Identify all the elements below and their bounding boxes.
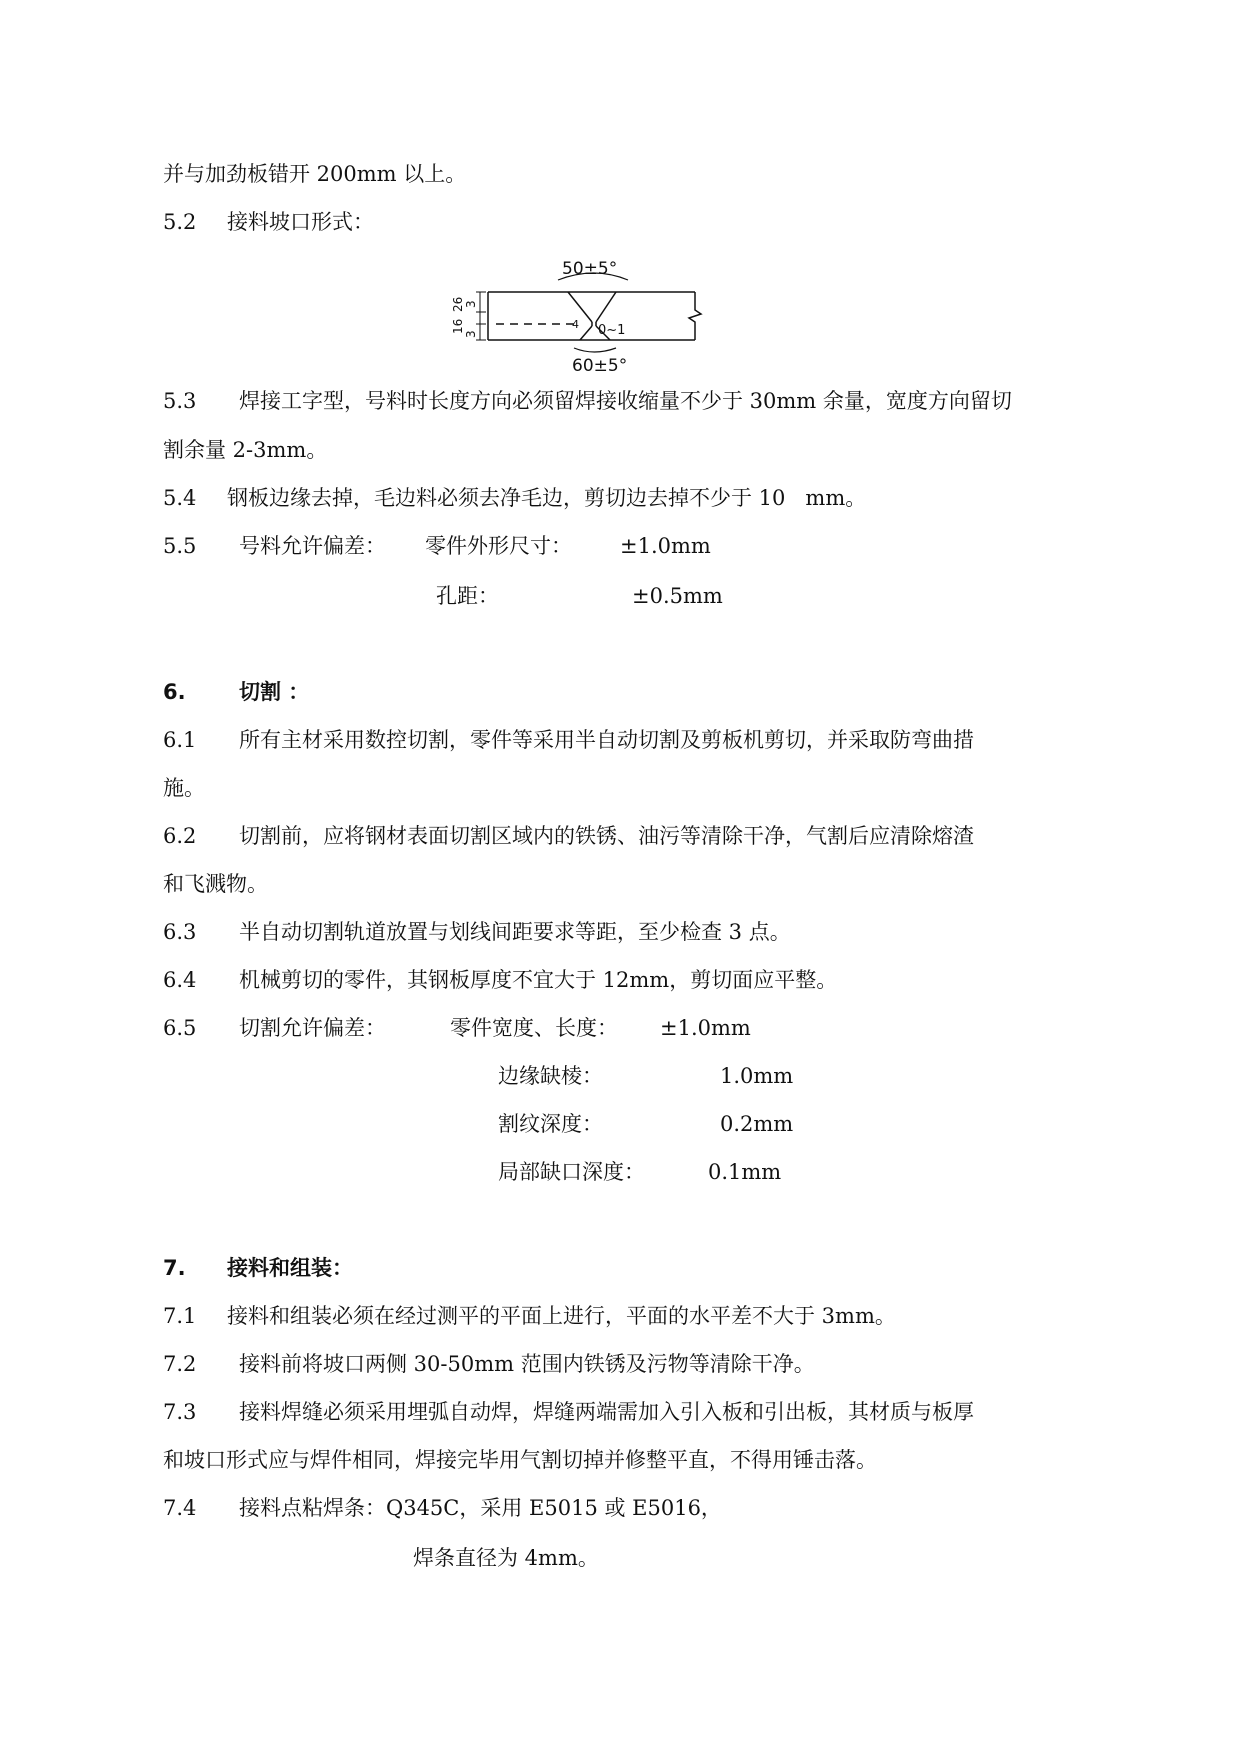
tolerance-name: 割纹深度：: [498, 1112, 603, 1136]
item-7-4: [163, 1494, 722, 1522]
bottom-angle-label: 60±5°: [572, 356, 628, 374]
item-7-2: [163, 1350, 815, 1378]
item-number: 6.4: [163, 968, 197, 992]
item-7-4-cont: 焊条直径为 4mm。: [413, 1546, 599, 1570]
section-number: 7.: [163, 1256, 186, 1280]
item-text: 焊接工字型，号料时长度方向必须留焊接收缩量不少于 30mm 余量，宽度方向留切: [239, 389, 1012, 413]
item-number: 7.1: [163, 1304, 197, 1328]
item-6-4: [163, 966, 837, 994]
dim-side-c: 3: [464, 300, 478, 308]
item-number: 6.3: [163, 920, 197, 944]
item-label: 切割允许偏差：: [239, 1016, 386, 1040]
tolerance-value: ±1.0mm: [660, 1016, 751, 1040]
section-title: 切割 ：: [239, 680, 310, 704]
tolerance-value: 1.0mm: [720, 1064, 794, 1088]
item-7-1: [163, 1302, 896, 1330]
item-7-3-cont: 和坡口形式应与焊件相同，焊接完毕用气割切掉并修整平直，不得用锤击落。: [163, 1448, 877, 1472]
item-number: 5.5: [163, 534, 197, 558]
tolerance-value: 0.1mm: [708, 1160, 782, 1184]
item-number: 7.2: [163, 1352, 197, 1376]
tolerance-name: 局部缺口深度：: [498, 1160, 645, 1184]
item-text: 机械剪切的零件，其钢板厚度不宜大于 12mm，剪切面应平整。: [239, 968, 838, 992]
item-number: 6.1: [163, 728, 197, 752]
dim-side-a: 16: [451, 318, 465, 334]
bevel-diagram: [440, 252, 720, 374]
item-6-3: [163, 918, 791, 946]
item-text: 接料和组装必须在经过测平的平面上进行，平面的水平差不大于 3mm。: [227, 1304, 896, 1328]
item-text: 钢板边缘去掉，毛边料必须去净毛边，剪切边去掉不少于 10 mm。: [227, 486, 867, 510]
item-number: 5.4: [163, 486, 197, 510]
item-5-4: [163, 484, 866, 512]
item-text: 切割前，应将钢材表面切割区域内的铁锈、油污等清除干净，气割后应清除熔渣: [239, 824, 974, 848]
item-number: 5.3: [163, 389, 197, 413]
root-label: 4: [572, 318, 579, 331]
tolerance-value: 0.2mm: [720, 1112, 794, 1136]
item-5-5: [163, 532, 386, 560]
item-text: 接料焊缝必须采用埋弧自动焊，焊缝两端需加入引入板和引出板，其材质与板厚: [239, 1400, 974, 1424]
item-6-2: [163, 822, 974, 850]
paragraph-continuation: 并与加劲板错开 200mm 以上。: [163, 162, 467, 186]
item-number: 5.2: [163, 210, 197, 234]
gap-label: 0~1: [598, 323, 626, 338]
item-number: 6.5: [163, 1016, 197, 1040]
section-title: 接料和组装：: [227, 1256, 353, 1280]
tolerance-name: 边缘缺棱：: [498, 1064, 603, 1088]
item-text: 所有主材采用数控切割，零件等采用半自动切割及剪板机剪切，并采取防弯曲措: [239, 728, 974, 752]
item-number: 6.2: [163, 824, 197, 848]
dim-side-d: 3: [464, 330, 478, 338]
section-number: 6.: [163, 680, 186, 704]
item-6-1-cont: 施。: [163, 776, 205, 800]
item-7-3: [163, 1398, 974, 1426]
item-5-2: [163, 208, 374, 236]
item-6-1: [163, 726, 974, 754]
item-text: 接料点粘焊条：Q345C，采用 E5015 或 E5016，: [239, 1496, 722, 1520]
tolerance-name: 零件外形尺寸：: [425, 534, 572, 558]
item-text: 半自动切割轨道放置与划线间距要求等距，至少检查 3 点。: [239, 920, 791, 944]
item-text: 接料坡口形式：: [227, 210, 374, 234]
item-6-5: [163, 1014, 386, 1042]
tolerance-name: 零件宽度、长度：: [450, 1016, 618, 1040]
section-7-heading: [163, 1254, 353, 1282]
item-5-3: [163, 387, 1012, 415]
section-6-heading: [163, 678, 309, 706]
tolerance-value: ±1.0mm: [620, 534, 711, 558]
item-label: 号料允许偏差：: [239, 534, 386, 558]
item-5-3-cont: 割余量 2-3mm。: [163, 438, 328, 462]
item-number: 7.4: [163, 1496, 197, 1520]
tolerance-value: ±0.5mm: [632, 584, 723, 608]
dim-side-b: 26: [451, 296, 465, 312]
item-6-2-cont: 和飞溅物。: [163, 872, 268, 896]
item-text: 接料前将坡口两侧 30-50mm 范围内铁锈及污物等清除干净。: [239, 1352, 815, 1376]
tolerance-name: 孔距：: [436, 584, 499, 608]
item-number: 7.3: [163, 1400, 197, 1424]
top-angle-label: 50±5°: [562, 259, 618, 279]
